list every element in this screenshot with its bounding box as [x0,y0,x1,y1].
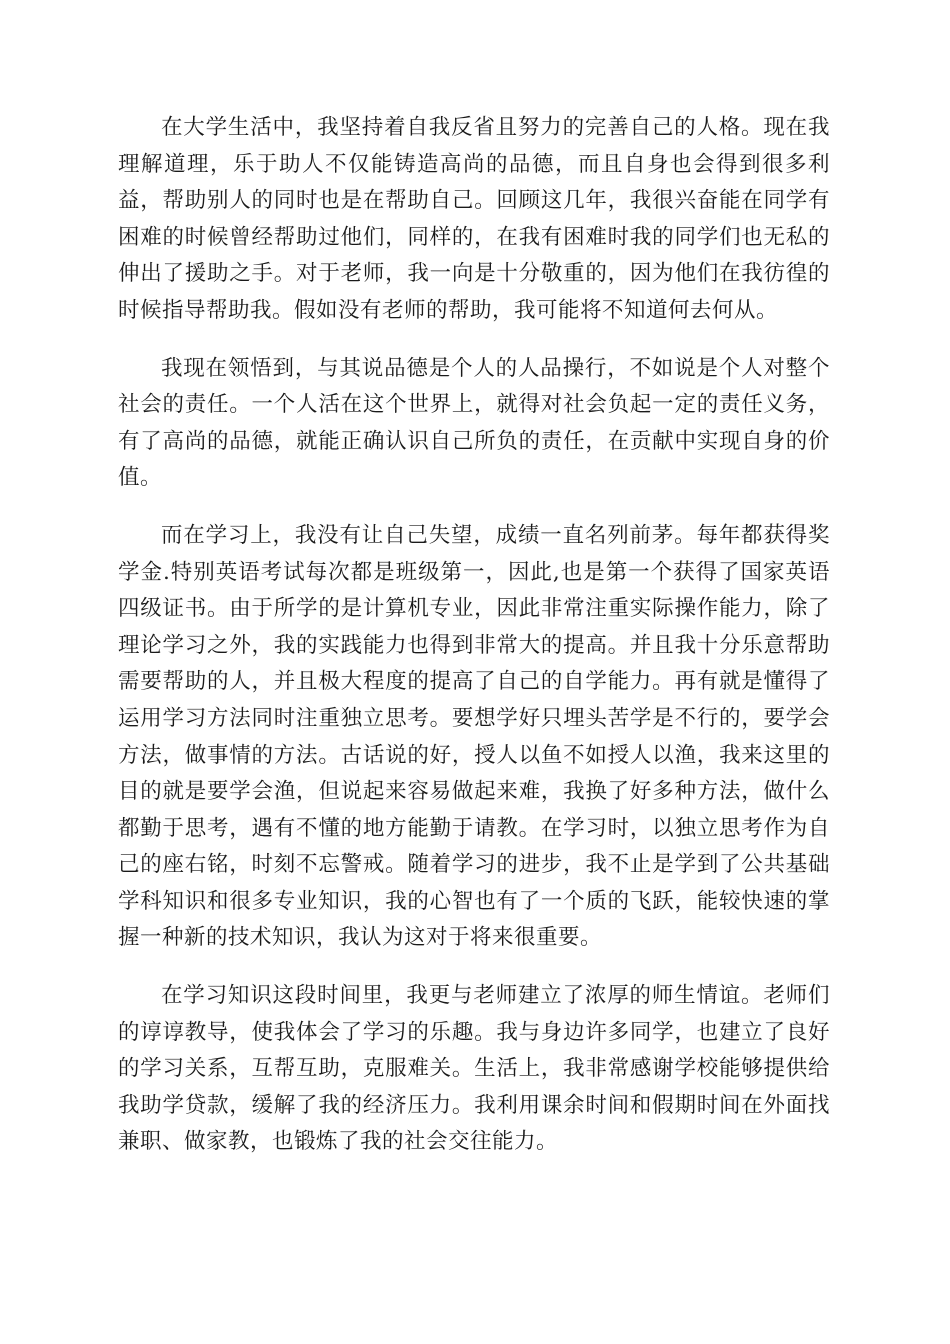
paragraph-study: 而在学习上，我没有让自己失望，成绩一直名列前茅。每年都获得奖学金.特别英语考试每次都是班级第一，因此,也是第一个获得了国家英语四级证书。由于所学的是计算机专业，因此非常注重实际操作能力，除了理论学习之外，我的实践能力也得到非常大的提高。并且我十分乐意帮助需要帮助的人，并且极大程度的提高了自己的自学能力。再有就是懂得了运用学习方法同时注重独立思考。要想学好只埋头苦学是不行的，要学会方法，做事情的方法。古话说的好，授人以鱼不如授人以渔，我来这里的目的就是要学会渔，但说起来容易做起来难，我换了好多种方法，做什么都勤于思考，遇有不懂的地方能勤于请教。在学习时，以独立思考作为自己的座右铭，时刻不忘警戒。随着学习的进步，我不止是学到了公共基础学科知识和很多专业知识，我的心智也有了一个质的飞跃，能较快速的掌握一种新的技术知识，我认为这对于将来很重要。 [118,522,830,951]
paragraph-teachers-and-life: 在学习知识这段时间里，我更与老师建立了浓厚的师生情谊。老师们的谆谆教导，使我体会了学习的乐趣。我与身边许多同学，也建立了良好的学习关系，互帮互助，克服难关。生活上，我非常感谢学校能够提供给我助学贷款，缓解了我的经济压力。我利用课余时间和假期时间在外面找兼职、做家教，也锻炼了我的社会交往能力。 [118,983,830,1155]
document-page [118,110,830,1182]
paragraph-self-reflection: 在大学生活中，我坚持着自我反省且努力的完善自己的人格。现在我理解道理，乐于助人不仅能铸造高尚的品德，而且自身也会得到很多利益，帮助别人的同时也是在帮助自己。回顾这几年，我很兴奋能在同学有困难的时候曾经帮助过他们，同样的，在我有困难时我的同学们也无私的伸出了援助之手。对于老师，我一向是十分敬重的，因为他们在我彷徨的时候指导帮助我。假如没有老师的帮助，我可能将不知道何去何从。 [118,115,830,323]
paragraph-moral-responsibility: 我现在领悟到，与其说品德是个人的人品操行，不如说是个人对整个社会的责任。一个人活在这个世界上，就得对社会负起一定的责任义务，有了高尚的品德，就能正确认识自己所负的责任，在贡献中实现自身的价值。 [118,355,830,491]
